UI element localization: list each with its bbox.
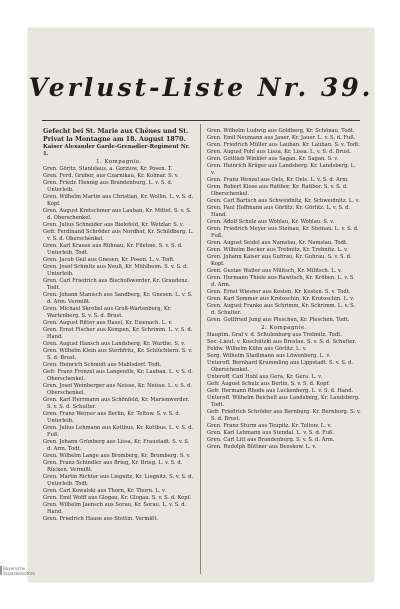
casualty-entry: Gren. August Pohl aus Lissa, Kr. Lissa. L. v. S. d. Brust. [207, 149, 352, 155]
battle-heading: Gefecht bei St. Marie aux Chênes und St. Privat la Montagne am 18. August 1870. [43, 128, 189, 143]
casualty-entry: Unteroff. Carl Hohl aus Gera, Kr. Gera. L. v. [207, 374, 323, 380]
casualty-entry: Gefr. August Schulz aus Berlin. S. v. S. d. Kopf. [207, 381, 330, 387]
casualty-entry: Gren. August Hansch aus Landsberg, Kr. Warthe. S. v. [43, 341, 186, 348]
library-credit [3, 566, 35, 576]
casualty-entry: Gren. Robert Klose aus Ratibor, Kr. Ratibor. S. v. S. d. Oberschenkel. [207, 184, 348, 197]
casualty-entry: Gren. Emil Wolff aus Glogau, Kr. Glogau. S. v. S. d. Kopf. [43, 495, 192, 502]
left-column [43, 128, 195, 523]
casualty-entry: Gren. Friedrich Haase aus Stettin. Vermißt. [43, 516, 159, 523]
casualty-entry: Gren. Wilhelm Becker aus Trebnitz, Kr. Trebnitz. L. v. [207, 247, 349, 253]
casualty-entry: Gren. Josef Schmitz aus Neuß, Kr. Mühlheim. S. v. S. d. Unterleib. [43, 264, 189, 278]
casualty-entry: Gren. Julius Lehmann aus Kottbus, Kr. Kottbus. L. v. S. d. Fuß. [43, 425, 194, 439]
casualty-entry: Gren. Karl Herrmann aus Schönfeld, Kr. Marienwerder. S. v. S. d. Schulter. [43, 397, 190, 411]
casualty-entry: Gren. Karl Krause aus Rühnau, Kr. Filehne. S. v. S. d. Unterleib. Todt. [43, 243, 183, 257]
casualty-entry: Gren. Ernst Wiesner aus Kosten, Kr. Kosten. S. v. Todt. [207, 289, 351, 295]
library-logo-icon [0, 566, 2, 575]
casualty-entry: Unteroff. Wilhelm Reichelt aus Landsberg, Kr. Landsberg. Todt. [207, 395, 360, 408]
left-entry-list [43, 166, 195, 523]
casualty-entry: Gren. Rudolph Büttner aus Beeskow. L. v. [207, 444, 317, 450]
casualty-entry: Gren. Franz Schindler aus Brieg, Kr. Brieg. L. v. S. d. Rücken. Vermißt. [43, 460, 183, 474]
casualty-entry: Gren. Franz Wenzel aus Oels, Kr. Oels. L. v. S. d. Arm. [207, 177, 349, 183]
casualty-entry: Gren. Friedrich Meyer aus Steinau, Kr. Steinau. L. v. S. d. Fuß. [207, 226, 359, 239]
casualty-entry: Gren. Wilhelm Ludwig aus Goldberg, Kr. Schönau. Todt. [207, 128, 355, 134]
casualty-entry: Gren. Johann Stanisch aus Sandberg, Kr. Gnesen. L. v. S. d. Arm. Vermißt. [43, 292, 193, 306]
casualty-entry: Gren. Karl Lehmann aus Stendal. L. v. S. d. Fuß. [207, 430, 335, 436]
right-column [207, 128, 361, 451]
casualty-entry: Unteroff. Bernhard Krummling aus Lippstadt. S. v. S. d. Oberschenkel. [207, 360, 353, 373]
right-entry-list-top [207, 128, 361, 324]
casualty-entry: Gren. Göritz, Stanislaus, a. Gorziow, Kr. Posen. T. [43, 166, 173, 173]
casualty-entry: Gren. Adolf Schulz aus Wohlau, Kr. Wohlau. S. v. [207, 219, 335, 225]
casualty-entry: Gren. Martin Richter aus Liegnitz, Kr. Liegnitz. S. v. S. d. Unterleib. Todt. [43, 474, 194, 488]
right-entry-list-bottom [207, 332, 361, 451]
casualty-entry: Gren. Carl Litt aus Brandenburg. S. v. S. d. Arm. [207, 437, 335, 443]
casualty-entry: Gren. Emil Neumann aus Jauer, Kr. Jauer. L. v. S. d. Fuß. [207, 135, 356, 141]
casualty-entry: Gren. August Seidel aus Namslau, Kr. Namslau. Todt. [207, 240, 348, 246]
casualty-entry: Gefr. Friedrich Schröder aus Bernburg. Kr. Bernburg. S. v. S. d. Brust. [207, 409, 361, 422]
regiment-heading: Kaiser Alexander Garde-Grenadier-Regiment Nr. 1. [43, 144, 190, 158]
casualty-entry: Gren. Wilhelm Klein aus Sterbfritz, Kr. Schlüchtern. S. v. S. d. Brust. [43, 348, 193, 362]
casualty-entry: Gren. Karl Sommer aus Krotoschin, Kr. Krotoschin. L. v. [207, 296, 355, 302]
casualty-entry: Gren. Ernst Fischer aus Kempen, Kr. Schrimm. L. v. S. d. Hand. [43, 327, 193, 341]
casualty-entry: Gren. August Kretschmer aus Lauban, Kr. Mittel. S. v. S. d. Oberschenkel. [43, 208, 192, 222]
title-rule [42, 120, 360, 121]
casualty-entry: Gren. Gottfried Jung aus Pleschen, Kr. Pleschen. Todt. [207, 317, 350, 323]
casualty-entry: Gren. Wilhelm Jaensch aus Sorau, Kr. Sorau. L. v. S. d. Hand. [43, 502, 187, 516]
casualty-entry: Gren. Wilhelm Lange aus Bromberg, Kr. Bromberg. S. v. [43, 453, 191, 460]
document-page [28, 28, 374, 582]
library-line-2: Staatsbibliothek [3, 571, 36, 576]
casualty-entry: Gren. Gustav Walter aus Militsch, Kr. Militsch. L. v. [207, 268, 342, 274]
casualty-entry: Serg. Wilhelm Stadlmann aus Löwenberg. L. v. [207, 353, 331, 359]
page-title: Verlust-Liste Nr. 39. [28, 73, 374, 102]
column-divider [200, 124, 201, 574]
casualty-entry: Gren. Carl Friedrich aus Bischofswerder, Kr. Graudenz. Todt. [43, 278, 190, 292]
casualty-entry: Gren. Heinrich Krüger aus Landsberg. Kr. Landsberg. L. v. [207, 163, 356, 176]
casualty-entry: Gren. Franz Werner aus Berlin, Kr. Teltow. S. v. S. d. Unterleib. [43, 411, 181, 425]
casualty-entry: Gren. August Franke aus Schrimm, Kr. Schrimm. L. v. S. d. Schulter. [207, 303, 356, 316]
casualty-entry: Gren. Johann Grünberg aus Lissa, Kr. Fraustadt. S. v. S. d. Arm. Todt. [43, 439, 190, 453]
casualty-entry: Gren. Hermann Thiele aus Rawitsch, Kr. Kröben. L. v. S. d. Arm. [207, 275, 355, 288]
library-line-1: Bayerische [3, 566, 26, 571]
company-heading-2: 2. Kompagnie. [261, 325, 307, 331]
casualty-entry: Gren. Jacob Geil aus Gnesen, Kr. Posen. L. v. Todt. [43, 257, 175, 264]
casualty-entry: Gren. Friedrich Müller aus Lauban. Kr. Lauban. S. v. Todt. [207, 142, 360, 148]
casualty-entry: Gren. Carl Kowalski aus Thorn, Kr. Thorn. L. v. [43, 488, 166, 495]
casualty-entry: Gren. Wilhelm Martin aus Christian, Kr. Wollin. L. v. S. d. Kopf. [43, 194, 194, 208]
casualty-entry: Gren. Johann Kaiser aus Guhrau, Kr. Guhrau. S. v. S. d. Kopf. [207, 254, 352, 267]
casualty-entry: Gren. Franz Sturm aus Teupitz. Kr. Teltow. L. v. [207, 423, 332, 429]
casualty-entry: Feldw. Wilhelm Kühn aus Görlitz. L. v. [207, 346, 307, 352]
casualty-entry: Hauptm. Graf v. d. Schulenburg aus Trebnitz. Todt. [207, 332, 342, 338]
casualty-entry: Gefr. Franz Frenzel aus Langenöls, Kr. Lauban. L. v. S. d. Oberschenkel. [43, 369, 193, 383]
casualty-entry: Sec.-Lieut. v. Koschützki aus Breslau. S. v. S. d. Schulter. [207, 339, 357, 345]
casualty-entry: Gren. Heinrich Schmidt aus Mahlsdorf. Todt. [43, 362, 162, 369]
company-heading: 1. Kompagnie. [96, 159, 142, 166]
casualty-entry: Gren. Paul Hoffmann aus Görlitz. Kr. Görlitz. L. v. S. d. Hand. [207, 205, 351, 218]
casualty-entry: Gefr. Hermann Rhode aus Luckenberg. L. v. S. d. Hand. [207, 388, 354, 394]
casualty-entry: Gren. Friedr. Hennig aus Brandenburg. L. v. S. d. Unterleib. [43, 180, 173, 194]
casualty-entry: Gren. Josef Weinberger aus Neisse, Kr. Neisse. L. v. S. d. Oberschenkel. [43, 383, 192, 397]
casualty-entry: Gefr. Ferdinand Schröder aus Nordhof, Kr. Schildberg. L. v. S. d. Oberschenkel. [43, 229, 194, 243]
casualty-entry: Gren. Carl Bartsch aus Schweidnitz, Kr. Schweidnitz. L. v. [207, 198, 360, 204]
casualty-entry: Gren. Ferd. Gruber, aus Czarnikau, Kr. Kolmar. S. v. [43, 173, 179, 180]
casualty-entry: Gren. August Ritter aus Hasel, Kr. Eisenach. L. v. [43, 320, 173, 327]
casualty-entry: Gren. Julius Schneider aus Bielefeld, Kr. Wetzlar. S. v. [43, 222, 184, 229]
casualty-entry: Gren. Michael Skrobel aus Groß-Wartenberg, Kr. Wartenberg. S. v. S. d. Brust. [43, 306, 172, 320]
casualty-entry: Gren. Gottlieb Winkler aus Sagan. Kr. Sagan. S. v. [207, 156, 339, 162]
